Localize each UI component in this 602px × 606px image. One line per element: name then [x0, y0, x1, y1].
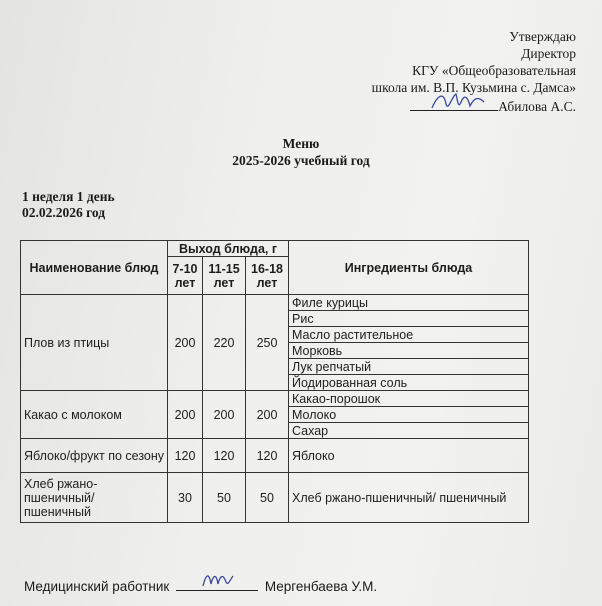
output-7-10: 200 — [168, 391, 203, 439]
ingredient: Йодированная соль — [289, 375, 529, 391]
ingredient: Лук репчатый — [289, 359, 529, 375]
output-11-15: 50 — [203, 473, 246, 523]
output-16-18: 250 — [246, 295, 289, 391]
approval-heading: Утверждаю — [509, 29, 576, 44]
menu-table — [20, 240, 529, 523]
header-age-11-15: 11-15 лет — [203, 257, 246, 295]
output-11-15: 120 — [203, 439, 246, 473]
week-day: 1 неделя 1 день — [22, 189, 115, 204]
footer-signature-field — [176, 578, 258, 591]
header-dish: Наименование блюд — [21, 241, 168, 295]
ingredient: Морковь — [289, 343, 529, 359]
approval-block — [372, 28, 576, 115]
header-ingredients: Ингредиенты блюда — [289, 241, 529, 295]
header-output: Выход блюда, г — [168, 241, 289, 257]
director-signature-icon — [428, 88, 488, 114]
ingredient: Сахар — [289, 423, 529, 439]
period-block — [22, 189, 115, 221]
dish-name: Какао с молоком — [21, 391, 168, 439]
output-7-10: 30 — [168, 473, 203, 523]
approval-signature-line — [372, 96, 576, 115]
output-16-18: 50 — [246, 473, 289, 523]
header-age-7-10: 7-10 лет — [168, 257, 203, 295]
approval-organization: КГУ «Общеобразовательная — [412, 63, 576, 78]
output-16-18: 200 — [246, 391, 289, 439]
output-11-15: 200 — [203, 391, 246, 439]
footer-signature — [24, 578, 377, 594]
output-7-10: 200 — [168, 295, 203, 391]
ingredient: Масло растительное — [289, 327, 529, 343]
dish-name: Плов из птицы — [21, 295, 168, 391]
approval-position: Директор — [521, 46, 576, 61]
dish-name: Хлеб ржано-пшеничный/ пшеничный — [21, 473, 168, 523]
footer-name: Мергенбаева У.М. — [264, 579, 378, 594]
footer-role: Медицинский работник — [24, 579, 170, 594]
medic-signature-icon — [200, 568, 236, 592]
ingredient: Хлеб ржано-пшеничный/ пшеничный — [289, 473, 529, 523]
approval-signer-name: Абилова А.С. — [498, 99, 576, 114]
dish-name: Яблоко/фрукт по сезону — [21, 439, 168, 473]
ingredient: Филе курицы — [289, 295, 529, 311]
menu-date: 02.02.2026 год — [22, 205, 106, 220]
title-menu: Меню — [282, 136, 320, 151]
document-title — [0, 135, 602, 169]
ingredient: Молоко — [289, 407, 529, 423]
output-7-10: 120 — [168, 439, 203, 473]
ingredient: Рис — [289, 311, 529, 327]
output-11-15: 220 — [203, 295, 246, 391]
approval-school: школа им. В.П. Кузьмина с. Дамса» — [371, 80, 576, 95]
header-age-16-18: 16-18 лет — [246, 257, 289, 295]
title-year: 2025-2026 учебный год — [232, 153, 370, 168]
ingredient: Яблоко — [289, 439, 529, 473]
signature-field — [410, 96, 498, 111]
ingredient: Какао-порошок — [289, 391, 529, 407]
output-16-18: 120 — [246, 439, 289, 473]
